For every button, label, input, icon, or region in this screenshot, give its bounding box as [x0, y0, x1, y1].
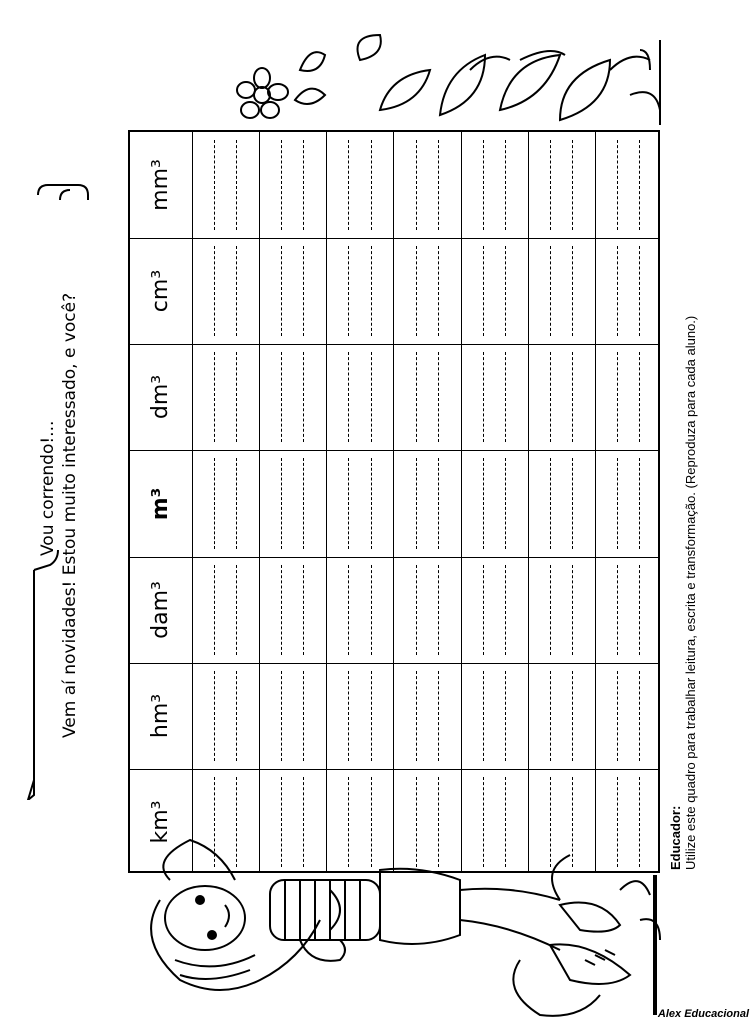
unit-header-dm3: dm³ — [148, 375, 173, 420]
leaf-icon — [500, 55, 560, 110]
writing-guide-line — [639, 352, 640, 442]
writing-guide-line — [214, 246, 215, 336]
writing-guide-line — [236, 352, 237, 442]
writing-guide-line — [639, 565, 640, 655]
writing-guide-line — [483, 140, 484, 230]
writing-guide-line — [416, 246, 417, 336]
writing-guide-line — [214, 565, 215, 655]
writing-guide-line — [550, 140, 551, 230]
writing-guide-line — [348, 777, 349, 867]
educator-text: Utilize este quadro para trabalhar leitura, escrita e transformação. (Reproduza para cada aluno.) — [683, 315, 698, 870]
writing-guide-line — [214, 458, 215, 548]
writing-guide-line — [617, 140, 618, 230]
writing-guide-line — [214, 777, 215, 867]
writing-guide-line — [483, 565, 484, 655]
writing-guide-line — [572, 777, 573, 867]
writing-guide-line — [550, 777, 551, 867]
unit-row-separator — [130, 663, 658, 664]
writing-guide-line — [617, 777, 618, 867]
writing-guide-line — [617, 671, 618, 761]
unit-row-separator — [130, 344, 658, 345]
writing-guide-line — [348, 458, 349, 548]
writing-guide-line — [236, 671, 237, 761]
writing-guide-line — [505, 777, 506, 867]
unit-header-km3: km³ — [148, 800, 173, 844]
writing-guide-line — [639, 458, 640, 548]
writing-guide-line — [438, 777, 439, 867]
unit-header-mm3: mm³ — [148, 159, 173, 211]
writing-guide-line — [550, 671, 551, 761]
leaf-icon — [358, 35, 381, 60]
writing-guide-line — [438, 246, 439, 336]
publisher-credit: Alex Educacional — [657, 1008, 749, 1020]
column-separator — [259, 132, 260, 871]
writing-guide-line — [303, 352, 304, 442]
writing-guide-line — [550, 352, 551, 442]
writing-guide-line — [572, 671, 573, 761]
writing-guide-line — [639, 777, 640, 867]
writing-guide-line — [214, 671, 215, 761]
writing-guide-line — [236, 458, 237, 548]
unit-row-separator — [130, 450, 658, 451]
writing-guide-line — [371, 671, 372, 761]
writing-guide-line — [281, 246, 282, 336]
writing-guide-line — [371, 246, 372, 336]
writing-guide-line — [348, 352, 349, 442]
writing-guide-line — [371, 458, 372, 548]
column-separator — [326, 132, 327, 871]
column-separator — [595, 132, 596, 871]
leaf-icon — [560, 60, 610, 120]
writing-guide-line — [483, 352, 484, 442]
writing-guide-line — [416, 352, 417, 442]
writing-guide-line — [572, 246, 573, 336]
writing-guide-line — [438, 671, 439, 761]
header-separator — [192, 132, 193, 871]
writing-guide-line — [281, 777, 282, 867]
column-separator — [393, 132, 394, 871]
writing-guide-line — [348, 671, 349, 761]
writing-guide-line — [438, 352, 439, 442]
writing-guide-line — [281, 140, 282, 230]
writing-guide-line — [236, 140, 237, 230]
writing-guide-line — [617, 352, 618, 442]
leaf-icon — [295, 89, 325, 104]
column-separator — [528, 132, 529, 871]
educator-note — [668, 110, 698, 870]
writing-guide-line — [505, 671, 506, 761]
writing-guide-line — [214, 352, 215, 442]
writing-guide-line — [236, 565, 237, 655]
writing-guide-line — [505, 565, 506, 655]
writing-guide-line — [416, 671, 417, 761]
educator-title: Educador: — [668, 805, 683, 870]
writing-guide-line — [416, 565, 417, 655]
writing-guide-line — [348, 565, 349, 655]
writing-guide-line — [572, 458, 573, 548]
writing-guide-line — [617, 458, 618, 548]
unit-header-m3: m³ — [148, 487, 173, 520]
volume-units-table — [128, 130, 660, 873]
bubble-line-1: Vou correndo!... — [38, 420, 58, 556]
unit-header-dam3: dam³ — [148, 580, 173, 639]
writing-guide-line — [572, 140, 573, 230]
writing-guide-line — [348, 246, 349, 336]
writing-guide-line — [483, 671, 484, 761]
unit-header-hm3: hm³ — [148, 693, 173, 738]
writing-guide-line — [371, 777, 372, 867]
writing-guide-line — [371, 352, 372, 442]
writing-guide-line — [617, 246, 618, 336]
writing-guide-line — [214, 140, 215, 230]
writing-guide-line — [371, 140, 372, 230]
unit-row-separator — [130, 769, 658, 770]
writing-guide-line — [617, 565, 618, 655]
writing-guide-line — [303, 777, 304, 867]
writing-guide-line — [281, 671, 282, 761]
writing-guide-line — [416, 140, 417, 230]
writing-guide-line — [303, 140, 304, 230]
unit-row-separator — [130, 557, 658, 558]
writing-guide-line — [639, 140, 640, 230]
writing-guide-line — [550, 458, 551, 548]
leaf-icon — [380, 70, 430, 110]
writing-guide-line — [348, 140, 349, 230]
flower-icon — [237, 68, 288, 118]
writing-guide-line — [483, 458, 484, 548]
unit-header-cm3: cm³ — [148, 270, 173, 313]
writing-guide-line — [505, 140, 506, 230]
writing-guide-line — [371, 565, 372, 655]
writing-guide-line — [639, 246, 640, 336]
writing-guide-line — [550, 246, 551, 336]
writing-guide-line — [438, 140, 439, 230]
writing-guide-line — [236, 777, 237, 867]
writing-guide-line — [416, 458, 417, 548]
writing-guide-line — [572, 565, 573, 655]
writing-guide-line — [505, 458, 506, 548]
leaf-icon — [300, 52, 325, 71]
column-separator — [461, 132, 462, 871]
writing-guide-line — [438, 458, 439, 548]
writing-guide-line — [505, 246, 506, 336]
unit-row-separator — [130, 238, 658, 239]
writing-guide-line — [281, 458, 282, 548]
writing-guide-line — [483, 777, 484, 867]
writing-guide-line — [281, 565, 282, 655]
writing-guide-line — [639, 671, 640, 761]
writing-guide-line — [303, 565, 304, 655]
leaf-icon — [470, 51, 650, 70]
writing-guide-line — [505, 352, 506, 442]
writing-guide-line — [438, 565, 439, 655]
bubble-line-2: Vem aí novidades! Estou muito interessado, e você? — [60, 292, 80, 738]
writing-guide-line — [281, 352, 282, 442]
writing-guide-line — [572, 352, 573, 442]
writing-guide-line — [236, 246, 237, 336]
writing-guide-line — [550, 565, 551, 655]
writing-guide-line — [303, 458, 304, 548]
writing-guide-line — [303, 671, 304, 761]
writing-guide-line — [416, 777, 417, 867]
writing-guide-line — [303, 246, 304, 336]
writing-guide-line — [483, 246, 484, 336]
